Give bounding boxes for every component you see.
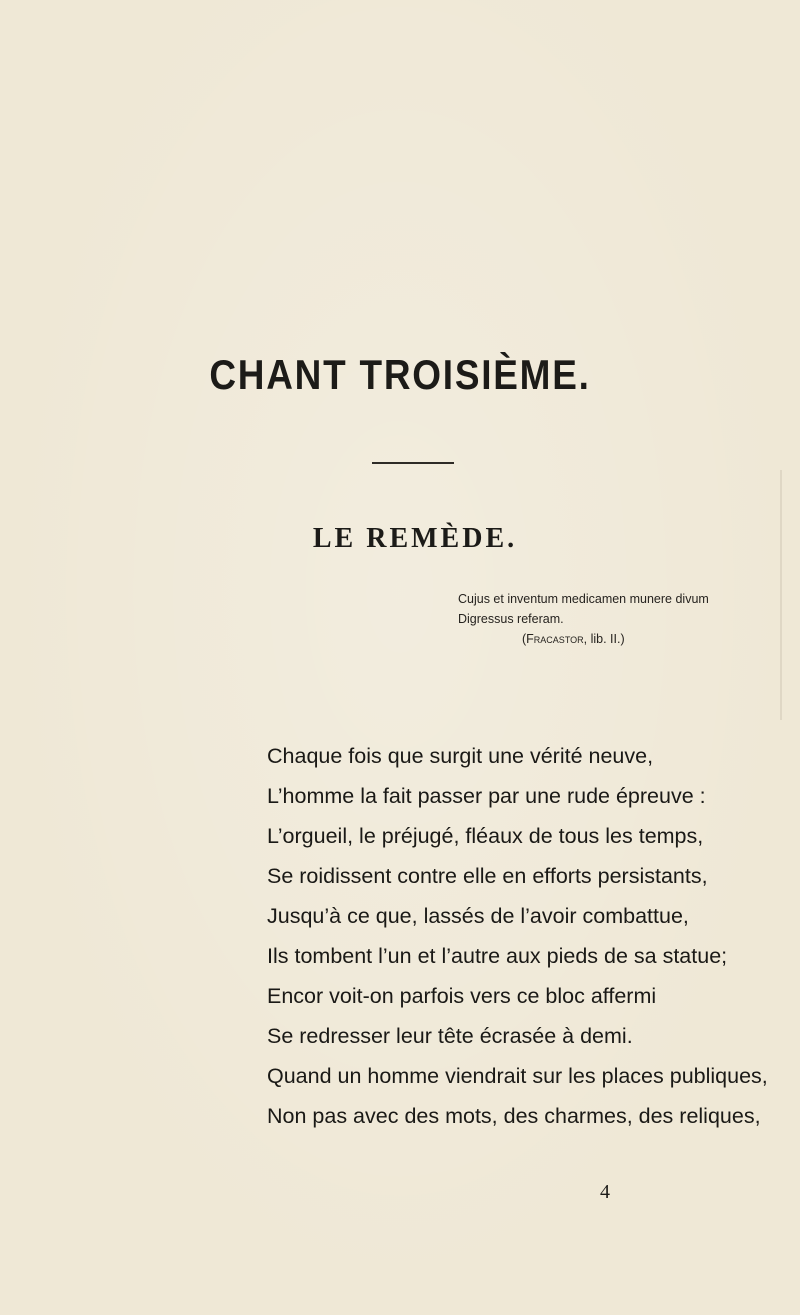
poem-body: [267, 736, 787, 1136]
verse-line: L’homme la fait passer par une rude épreuve :: [267, 784, 706, 808]
chapter-subtitle: LE REMÈDE.: [312, 523, 518, 554]
epigraph-line: Digressus referam.: [458, 612, 564, 626]
verse-line: Ils tombent l’un et l’autre aux pieds de sa statue;: [267, 944, 728, 968]
epigraph-source-open: (: [522, 632, 527, 646]
epigraph-line: Cujus et inventum medicamen munere divum: [458, 592, 709, 606]
verse-line: Chaque fois que surgit une vérité neuve,: [267, 744, 654, 768]
chapter-title: CHANT TROISIÈME.: [209, 351, 591, 398]
epigraph: [458, 589, 709, 649]
title-divider-rule: [372, 462, 454, 464]
page-number: 4: [600, 1181, 610, 1203]
verse-line: Non pas avec des mots, des charmes, des reliques,: [267, 1104, 761, 1128]
verse-line: Se redresser leur tête écrasée à demi.: [267, 1024, 633, 1048]
page-fold-shadow: [780, 470, 782, 720]
verse-line: Quand un homme viendrait sur les places publiques,: [267, 1064, 768, 1088]
verse-line: Encor voit-on parfois vers ce bloc affermi: [267, 984, 657, 1008]
verse-line: L’orgueil, le préjugé, fléaux de tous les temps,: [267, 824, 704, 848]
epigraph-source-rest: , lib. II.): [583, 632, 625, 646]
verse-line: Jusqu’à ce que, lassés de l’avoir combattue,: [267, 904, 689, 928]
epigraph-source: [458, 629, 709, 649]
epigraph-source-author: Fracastor: [526, 632, 584, 646]
verse-line: Se roidissent contre elle en efforts persistants,: [267, 864, 708, 888]
